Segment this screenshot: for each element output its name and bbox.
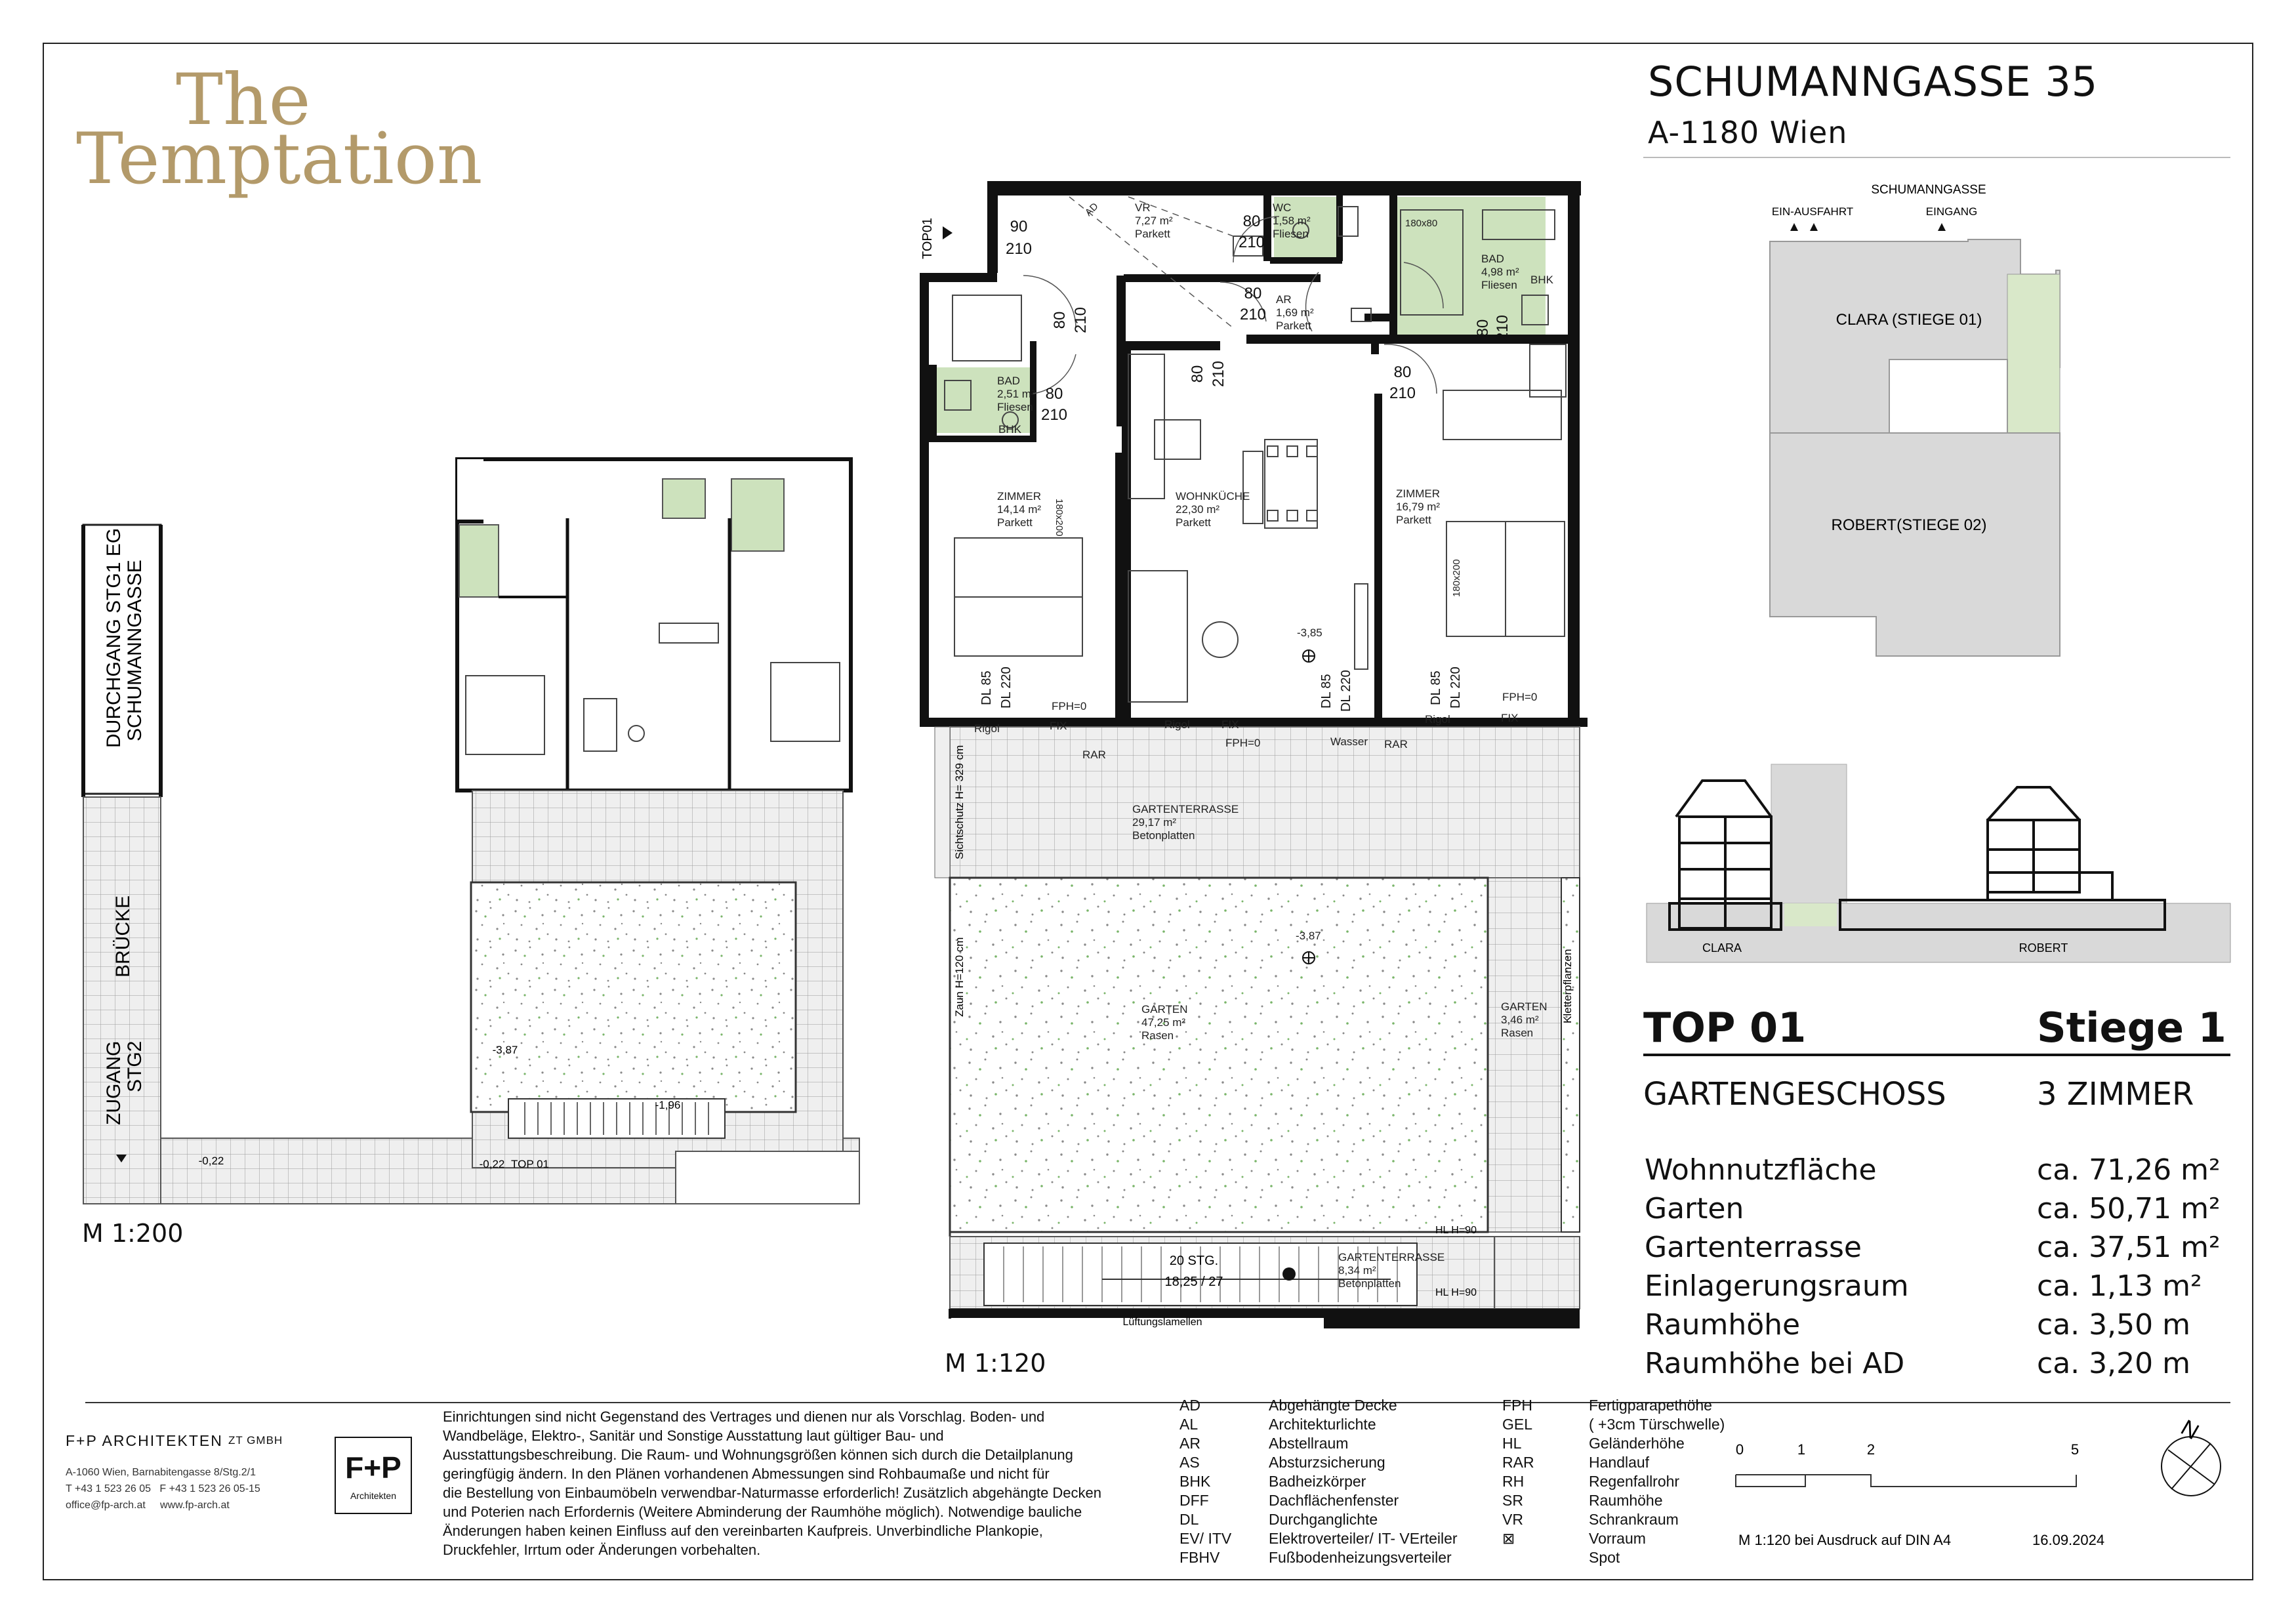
- overview-plan: [72, 446, 886, 1214]
- room-area: 22,30 m²: [1176, 503, 1220, 516]
- door-width: 90: [1010, 218, 1028, 236]
- bhk-label: BHK: [1530, 274, 1553, 286]
- legend-abbr: AL: [1179, 1416, 1199, 1433]
- legend-abbr: GEL: [1502, 1416, 1533, 1433]
- overview-level: -0,22: [479, 1158, 505, 1170]
- room-name: GARTENTERRASSE: [1338, 1251, 1445, 1263]
- section-neighbour: [1771, 764, 1847, 903]
- legend-text: Handlauf: [1589, 1454, 1650, 1471]
- area-label: Einlagerungsraum: [1645, 1269, 1909, 1303]
- privacy-screen-label: Sichtschutz H= 329 cm: [953, 745, 966, 859]
- legend-text: Abgehängte Decke: [1269, 1397, 1397, 1414]
- legend-abbr-col-2: [1502, 1396, 1534, 1548]
- bridge-area: [83, 797, 161, 1204]
- legend-text: Elektroverteiler/ IT- VErteiler: [1269, 1530, 1458, 1547]
- detail-scale: M 1:120: [945, 1349, 1046, 1378]
- stairs-count: 20 STG.: [1169, 1254, 1219, 1268]
- site-arrow-icon: [1810, 223, 1818, 231]
- unit-top: TOP 01: [1643, 1004, 1807, 1052]
- door-height: 210: [1005, 240, 1033, 258]
- legend-abbr: AR: [1179, 1435, 1200, 1452]
- logo-line-1: The: [176, 59, 311, 141]
- legend-abbr: RH: [1502, 1473, 1525, 1490]
- room-floor: Fliesen: [1273, 228, 1309, 240]
- legend-abbr: ⊠: [1502, 1530, 1515, 1547]
- print-scale-note: M 1:120 bei Ausdruck auf DIN A4: [1738, 1532, 1952, 1548]
- stairs-start-marker: [1282, 1267, 1296, 1281]
- legend-abbr: FPH: [1502, 1397, 1532, 1414]
- bed-size: 180x200: [1451, 559, 1462, 597]
- door-width: 80: [1474, 319, 1492, 337]
- dl-width: DL 85: [979, 670, 994, 705]
- room-floor: Fliesen: [997, 401, 1033, 413]
- scale-tick-1: 1: [1797, 1441, 1806, 1458]
- door-swings: [1023, 197, 1443, 394]
- room-area: 29,17 m²: [1132, 816, 1177, 829]
- fph-label: FPH=0: [1225, 737, 1261, 749]
- legend-text: Architekturlichte: [1269, 1416, 1376, 1433]
- door-height: 210: [1040, 406, 1068, 424]
- rigol-label: Rigol: [1425, 713, 1450, 726]
- room-area: 4,98 m²: [1481, 266, 1519, 278]
- disclaimer-line: Druckfehler, Irrtum oder Änderungen vorbehalten.: [443, 1542, 761, 1558]
- area-label: Raumhöhe bei AD: [1645, 1347, 1905, 1380]
- room-floor: Rasen: [1501, 1027, 1534, 1039]
- architect-name: F+P ARCHITEKTEN: [66, 1432, 223, 1449]
- plan-top-label: TOP01: [920, 218, 935, 259]
- legend-text: Regenfallrohr: [1589, 1473, 1680, 1490]
- room-floor: Parkett: [1396, 514, 1431, 526]
- room-floor: Rasen: [1141, 1029, 1174, 1042]
- scale-tick-5: 5: [2070, 1441, 2080, 1458]
- dl-height: DL 220: [999, 667, 1014, 709]
- room-floor: Betonplatten: [1338, 1277, 1401, 1290]
- legend-abbr: AD: [1179, 1397, 1200, 1414]
- area-value: ca. 1,13 m²: [2037, 1269, 2202, 1303]
- handrail-label: HL H=90: [1435, 1225, 1477, 1236]
- legend-text: Fußbodenheizungsverteiler: [1269, 1549, 1452, 1566]
- door-width: 80: [1045, 385, 1063, 403]
- bath-size: 180x80: [1405, 218, 1438, 229]
- overview-garden: [471, 882, 796, 1112]
- room-area: 2,51 m²: [997, 388, 1035, 400]
- door-height: 210: [1238, 234, 1265, 251]
- north-arrow-icon: [2162, 1437, 2221, 1496]
- overview-level: -0,22: [198, 1155, 224, 1167]
- building-section: [1640, 754, 2244, 964]
- legend-abbr: EV/ ITV: [1179, 1530, 1232, 1547]
- room-name: VR: [1135, 201, 1151, 214]
- door-height: 210: [1072, 306, 1090, 334]
- legend-text: Absturzsicherung: [1269, 1454, 1385, 1471]
- bed-size: 180x200: [1054, 499, 1065, 537]
- architect-suffix: ZT GMBH: [228, 1434, 283, 1447]
- room-name: GARTEN: [1501, 1000, 1548, 1013]
- access-stg-label: STG2: [124, 1040, 146, 1092]
- room-area: 1,58 m²: [1273, 215, 1311, 227]
- legend-text: Raumhöhe: [1589, 1492, 1663, 1509]
- room-name: BAD: [997, 375, 1020, 387]
- legend-text: Geländerhöhe: [1589, 1435, 1685, 1452]
- entry-arrow-icon: [943, 226, 953, 239]
- legend-abbr: DFF: [1179, 1492, 1209, 1509]
- plan-date: 16.09.2024: [2032, 1532, 2105, 1548]
- rigol-label: Rigol: [1164, 718, 1190, 731]
- site-robert-block: [1770, 433, 2060, 656]
- rar-label: RAR: [1384, 738, 1408, 750]
- legend-abbr: VR: [1502, 1511, 1523, 1528]
- project-street: SCHUMANNGASSE 35: [1648, 58, 2099, 106]
- site-arrow-icon: [1938, 223, 1946, 231]
- legend-text: Vorraum: [1589, 1530, 1646, 1547]
- handrail-label: HL H=90: [1435, 1287, 1477, 1298]
- vent-lamellen-label: Lüftungslamellen: [1122, 1317, 1202, 1328]
- site-courtyard: [1889, 360, 2007, 433]
- detail-plan: [905, 172, 1601, 1346]
- disclaimer-line: Änderungen haben keinen Einfluss auf den vereinbarten Kaufpreis. Unverbindliche Plankopie,: [443, 1523, 1043, 1539]
- room-name: BAD: [1481, 253, 1504, 265]
- fence-label: Zaun H=120 cm: [953, 937, 966, 1017]
- room-floor: Betonplatten: [1132, 829, 1195, 842]
- legend-text: Abstellraum: [1269, 1435, 1349, 1452]
- room-name: GARTEN: [1141, 1003, 1188, 1016]
- legend-text: Dachflächenfenster: [1269, 1492, 1399, 1509]
- area-label: Garten: [1645, 1192, 1744, 1225]
- climbing-plants-label: Kletterpflanzen: [1561, 949, 1574, 1023]
- architect-logo: [335, 1437, 412, 1514]
- room-floor: Parkett: [1276, 319, 1311, 332]
- unit-floor: GARTENGESCHOSS: [1643, 1076, 1946, 1113]
- door-height: 210: [1389, 384, 1416, 402]
- garden-lawn: [950, 878, 1488, 1232]
- room-name: WC: [1273, 201, 1292, 214]
- door-width: 80: [1242, 213, 1261, 230]
- dl-height: DL 220: [1339, 670, 1353, 712]
- legend-text: Spot: [1589, 1549, 1620, 1566]
- legend-text: ( +3cm Türschwelle): [1589, 1416, 1725, 1433]
- room-area: 16,79 m²: [1396, 501, 1441, 513]
- ad-label: AD: [1082, 201, 1101, 218]
- site-green-area: [2007, 274, 2060, 433]
- area-label: Gartenterrasse: [1645, 1231, 1862, 1264]
- site-street-label: SCHUMANNGASSE: [1871, 183, 1986, 197]
- passage-street-label: SCHUMANNGASSE: [124, 560, 146, 741]
- room-area: 7,27 m²: [1135, 215, 1173, 227]
- architect-web: office@fp-arch.at www.fp-arch.at: [66, 1500, 230, 1511]
- access-label: ZUGANG: [103, 1040, 125, 1125]
- fph-label: FPH=0: [1052, 700, 1087, 712]
- room-name: GARTENTERRASSE: [1132, 803, 1239, 815]
- disclaimer-line: Wandbeläge, Elektro-, Sanitär und Sonstige Ausstattung laut gültiger Bau- und: [443, 1428, 944, 1444]
- room-name: WOHNKÜCHE: [1176, 490, 1250, 503]
- overview-level: -1,96: [655, 1099, 681, 1111]
- room-area: 14,14 m²: [997, 503, 1042, 516]
- legend-abbr: HL: [1502, 1435, 1522, 1452]
- scale-tick-0: 0: [1735, 1441, 1744, 1458]
- legend-text-col-2: [1589, 1396, 1725, 1567]
- section-garden: [1784, 903, 1837, 926]
- scale-tick-2: 2: [1866, 1441, 1876, 1458]
- room-floor: Parkett: [997, 516, 1033, 529]
- room-floor: Parkett: [1135, 228, 1170, 240]
- level-garden: -3,87: [1296, 930, 1321, 942]
- rigol-label: Rigol: [974, 722, 1000, 735]
- disclaimer: [443, 1407, 1171, 1559]
- legend-text: Schrankraum: [1589, 1511, 1679, 1528]
- north-label: N: [2177, 1415, 2204, 1445]
- legend-abbr: FBHV: [1179, 1549, 1220, 1566]
- unit-stiege: Stiege 1: [2037, 1004, 2226, 1052]
- rar-label: RAR: [1082, 749, 1106, 761]
- area-value: ca. 3,50 m: [2037, 1308, 2190, 1342]
- disclaimer-line: die Bestellung von Einbaumöbeln verwendbar-Naturmasse erforderlich! Zusätzlich abgehängte Decken: [443, 1485, 1102, 1501]
- stairs-dimension: 18,25 / 27: [1164, 1275, 1223, 1289]
- architect-phone: T +43 1 523 26 05 F +43 1 523 26 05-15: [66, 1483, 260, 1494]
- legend-abbr: AS: [1179, 1454, 1200, 1471]
- door-width: 80: [1051, 311, 1069, 329]
- legend-abbr: RAR: [1502, 1454, 1534, 1471]
- garden-terrace: [950, 727, 1580, 878]
- room-name: ZIMMER: [997, 490, 1042, 503]
- site-plan: [1719, 177, 2244, 676]
- legend-text-col-1: [1269, 1396, 1458, 1567]
- dl-width: DL 85: [1319, 674, 1334, 709]
- area-label: Raumhöhe: [1645, 1308, 1801, 1342]
- bhk-label: BHK: [998, 423, 1021, 436]
- room-name: AR: [1276, 293, 1292, 306]
- room-name: ZIMMER: [1396, 487, 1441, 500]
- disclaimer-line: geringfügig ändern. In den Plänen vorhandenen Abmessungen sind Rohbaumaße und nicht für: [443, 1466, 1050, 1482]
- area-label: Wohnnutzfläche: [1645, 1153, 1877, 1187]
- disclaimer-line: Ausstattungsbeschreibung. Die Raum- und Wohnungsgrößen können sich durch die Detailplanung: [443, 1447, 1073, 1463]
- room-area: 47,25 m²: [1141, 1016, 1186, 1029]
- bridge-label: BRÜCKE: [112, 895, 134, 977]
- room-floor: Parkett: [1176, 516, 1211, 529]
- fix-label: FIX: [1221, 718, 1239, 731]
- legend-abbr: DL: [1179, 1511, 1199, 1528]
- area-value: ca. 37,51 m²: [2037, 1231, 2221, 1264]
- fix-label: FIX: [1050, 720, 1067, 732]
- door-height: 210: [1494, 314, 1511, 342]
- fph-label: FPH=0: [1502, 691, 1538, 703]
- room-area: 1,69 m²: [1276, 306, 1314, 319]
- legend-abbr: SR: [1502, 1492, 1523, 1509]
- site-clara-label: CLARA (STIEGE 01): [1835, 311, 1982, 329]
- area-value: ca. 50,71 m²: [2037, 1192, 2221, 1225]
- room-area: 3,46 m²: [1501, 1014, 1539, 1026]
- passage-label: DURCHGANG STG1 EG: [103, 527, 125, 748]
- section-clara-label: CLARA: [1702, 941, 1742, 955]
- dl-height: DL 220: [1448, 667, 1463, 709]
- door-height: 210: [1239, 306, 1267, 323]
- overview-level: -3,87: [492, 1044, 518, 1056]
- room-area: 8,34 m²: [1338, 1264, 1376, 1277]
- architect-logo-sub: Architekten: [350, 1490, 397, 1501]
- site-entrance-label: EINGANG: [1925, 205, 1978, 218]
- legend-abbr-col-1: [1179, 1396, 1231, 1567]
- level-inside: -3,85: [1297, 627, 1322, 639]
- logo-line-2: Temptation: [76, 118, 483, 200]
- site-robert-label: ROBERT(STIEGE 02): [1831, 516, 1987, 534]
- site-entry-drive-label: EIN-AUSFAHRT: [1771, 205, 1854, 218]
- legend-text: Badheizkörper: [1269, 1473, 1366, 1490]
- project-city: A-1180 Wien: [1648, 115, 1848, 150]
- architect-logo-mark: F+P: [345, 1450, 401, 1485]
- unit-rooms: 3 ZIMMER: [2037, 1076, 2194, 1113]
- disclaimer-line: und Poterien nach Erfordernis (Weitere Abminderung der Raumhöhe möglich). Notwendige bauliche: [443, 1504, 1082, 1520]
- legend-text: Fertigparapethöhe: [1589, 1397, 1712, 1414]
- section-robert-label: ROBERT: [2019, 941, 2068, 955]
- door-width: 80: [1189, 365, 1206, 383]
- dining-table: [1243, 446, 1317, 524]
- fix-label: FIX: [1501, 712, 1519, 724]
- area-value: ca. 3,20 m: [2037, 1347, 2190, 1380]
- wasser-label: Wasser: [1330, 735, 1368, 748]
- legend-abbr: BHK: [1179, 1473, 1211, 1490]
- door-width: 80: [1393, 363, 1412, 381]
- site-arrow-icon: [1790, 223, 1798, 231]
- disclaimer-line: Einrichtungen sind nicht Gegenstand des Vertrages und dienen nur als Vorschlag. Boden- und: [443, 1408, 1045, 1425]
- overview-top-label: TOP 01: [511, 1158, 549, 1170]
- legend-text: Durchganglichte: [1269, 1511, 1378, 1528]
- door-height: 210: [1210, 360, 1227, 388]
- architect-address: A-1060 Wien, Barnabitengasse 8/Stg.2/1: [66, 1467, 256, 1478]
- room-floor: Fliesen: [1481, 279, 1517, 291]
- door-width: 80: [1244, 285, 1262, 302]
- area-value: ca. 71,26 m²: [2037, 1153, 2221, 1187]
- overview-scale: M 1:200: [82, 1219, 184, 1248]
- dl-width: DL 85: [1429, 670, 1443, 705]
- scale-bar: [1725, 1415, 2230, 1568]
